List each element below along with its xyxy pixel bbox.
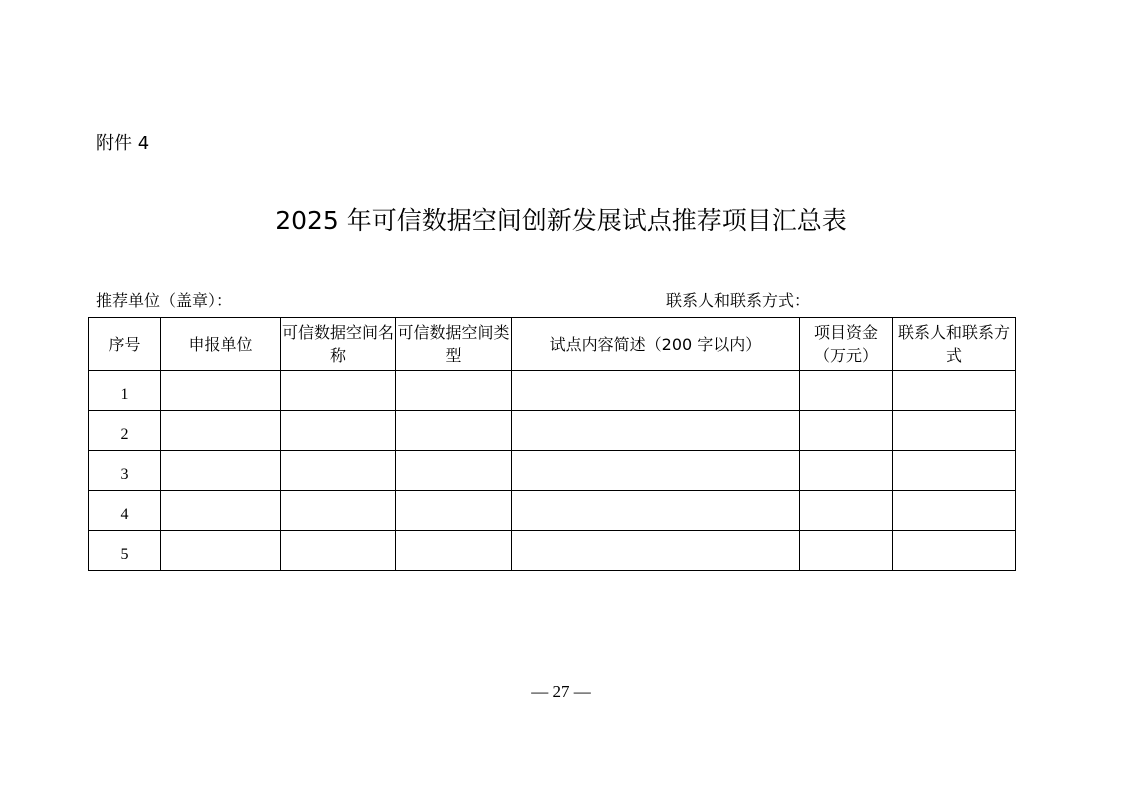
- cell-space-type: [396, 531, 512, 571]
- table-row: [89, 451, 1016, 491]
- attachment-label: 附件 4: [96, 133, 150, 154]
- row-seq: 3: [89, 451, 161, 491]
- cell-pilot-summary: [512, 491, 800, 531]
- header-space-name: 可信数据空间名称: [281, 318, 396, 371]
- cell-pilot-summary: [512, 371, 800, 411]
- row-seq: 4: [89, 491, 161, 531]
- cell-space-type: [396, 371, 512, 411]
- cell-contact: [893, 491, 1016, 531]
- table-row: [89, 531, 1016, 571]
- cell-pilot-summary: [512, 451, 800, 491]
- table-header-row: [89, 318, 1016, 371]
- cell-space-type: [396, 411, 512, 451]
- header-seq: 序号: [89, 318, 161, 371]
- recommending-unit-label: 推荐单位（盖章）：: [96, 291, 233, 310]
- cell-space-name: [281, 451, 396, 491]
- cell-project-funds: [800, 451, 893, 491]
- cell-contact: [893, 531, 1016, 571]
- cell-project-funds: [800, 531, 893, 571]
- table-row: [89, 491, 1016, 531]
- cell-pilot-summary: [512, 411, 800, 451]
- cell-pilot-summary: [512, 531, 800, 571]
- table-row: [89, 411, 1016, 451]
- header-pilot-summary: 试点内容简述（200 字以内）: [512, 318, 800, 371]
- cell-applicant-unit: [161, 531, 281, 571]
- table-row: [89, 371, 1016, 411]
- cell-applicant-unit: [161, 451, 281, 491]
- cell-space-name: [281, 411, 396, 451]
- cell-contact: [893, 451, 1016, 491]
- cell-space-type: [396, 451, 512, 491]
- contact-label: 联系人和联系方式：: [666, 291, 811, 310]
- row-seq: 5: [89, 531, 161, 571]
- header-contact: 联系人和联系方式: [893, 318, 1016, 371]
- cell-project-funds: [800, 411, 893, 451]
- cell-space-name: [281, 371, 396, 411]
- header-project-funds: 项目资金（万元）: [800, 318, 893, 371]
- row-seq: 2: [89, 411, 161, 451]
- cell-space-name: [281, 491, 396, 531]
- cell-applicant-unit: [161, 491, 281, 531]
- row-seq: 1: [89, 371, 161, 411]
- page-number: — 27 —: [531, 682, 591, 701]
- cell-contact: [893, 411, 1016, 451]
- cell-project-funds: [800, 491, 893, 531]
- header-applicant-unit: 申报单位: [161, 318, 281, 371]
- cell-applicant-unit: [161, 411, 281, 451]
- cell-project-funds: [800, 371, 893, 411]
- cell-applicant-unit: [161, 371, 281, 411]
- project-summary-table: [88, 317, 1016, 571]
- cell-space-name: [281, 531, 396, 571]
- cell-contact: [893, 371, 1016, 411]
- cell-space-type: [396, 491, 512, 531]
- header-space-type: 可信数据空间类型: [396, 318, 512, 371]
- document-title: 2025 年可信数据空间创新发展试点推荐项目汇总表: [275, 206, 847, 235]
